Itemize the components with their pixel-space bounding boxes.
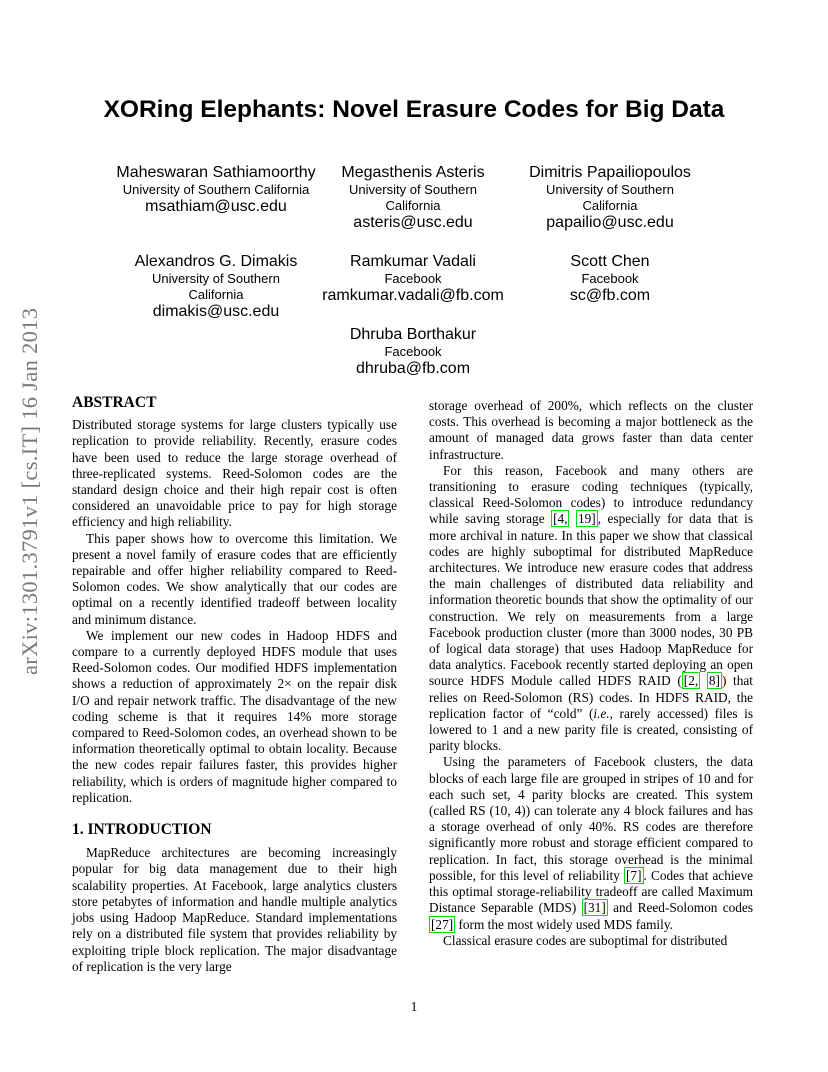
author-email: dhruba@fb.com <box>355 360 471 377</box>
citation-link[interactable]: [31] <box>583 900 606 916</box>
author-block <box>298 164 528 232</box>
author-email: dimakis@usc.edu <box>152 303 280 320</box>
citation-link[interactable]: 8] <box>708 673 720 689</box>
left-column <box>72 395 397 975</box>
paragraph-text: Using the parameters of Facebook clusters, the data blocks of each large file are grouped in stripes of 10 and for each such set, 4 parity blocks are created. This system (called RS (10, 4)) can tolerate any 4 block failures and has a storage overhead of only 40%. RS codes are therefore significantly more robust and storage efficient compared to replication. In fact, this storage overhead is the minimal possible, for this level of reliability <box>429 754 753 883</box>
author-name: Maheswaran Sathiamoorthy <box>116 164 316 181</box>
paragraph-text: form the most widely used MDS family. <box>455 916 673 932</box>
paragraph-text: , rarely accessed) files is lowered to 1 and a new parity file is created, consisting of parity blocks. <box>429 705 753 754</box>
citation-link[interactable]: [7] <box>626 867 642 883</box>
citation-link[interactable]: [4, <box>553 511 568 527</box>
abstract-paragraph: We implement our new codes in Hadoop HDFS and compare to a currently deployed HDFS module that uses Reed-Solomon codes. Our modified HDFS implementation shows a reduction of approximately 2× on the repair disk I/O and repair network traffic. The disadvantage of the new coding scheme is that it requires 14% more storage compared to Reed-Solomon codes, an overhead shown to be information theoretically optimal to obtain locality. Because the new codes repair failures faster, this provides higher reliability, which is orders of magnitude higher compared to replication. <box>72 627 397 805</box>
author-name: Dhruba Borthakur <box>349 326 477 343</box>
paragraph-text: and Reed-Solomon codes <box>607 900 753 916</box>
author-name: Ramkumar Vadali <box>350 253 476 270</box>
citation-link[interactable]: [2, <box>683 673 699 689</box>
author-email: asteris@usc.edu <box>353 214 473 231</box>
author-block <box>298 326 528 378</box>
paragraph-text: . Codes that achieve this optimal storage-reliability tradeoff are called Maximum Distance Separable (MDS) <box>429 867 753 916</box>
intro-paragraph <box>429 463 753 755</box>
intro-paragraph: Classical erasure codes are suboptimal for distributed <box>443 932 728 948</box>
author-affiliation: Facebook <box>581 271 639 286</box>
citation-link[interactable]: 19] <box>577 511 596 527</box>
author-email: sc@fb.com <box>569 287 651 304</box>
author-name: Scott Chen <box>570 253 650 270</box>
abstract-paragraph: Distributed storage systems for large clusters typically use replication to provide reliability. Recently, erasure codes have been used to reduce the large storage overhead of three-replicated systems. Reed-Solomon codes are the standard design choice and their high repair cost is often considered an unavoidable price to pay for high storage efficiency and high reliability. <box>72 417 397 530</box>
paragraph-text: For this reason, Facebook and many others are transitioning to erasure coding techniques (typically, classical Reed-Solomon codes) to introduce redundancy while saving storage <box>429 462 753 527</box>
author-block <box>101 253 331 321</box>
paper-title: XORing Elephants: Novel Erasure Codes for Big Data <box>103 96 725 123</box>
author-affiliation: University of Southern California <box>152 271 280 302</box>
intro-paragraph: MapReduce architectures are becoming increasingly popular for big data management due to their high scalability properties. At Facebook, large analytics clusters store petabytes of information and handle multiple analytics jobs using Hadoop MapReduce. Standard implementations rely on a distributed file system that provides reliability by exploiting triple block replication. The major disadvantage of replication is the very large <box>72 845 397 974</box>
author-affiliation: University of Southern California <box>122 182 310 197</box>
author-name: Alexandros G. Dimakis <box>134 253 298 270</box>
abstract-paragraph: This paper shows how to overcome this limitation. We present a novel family of erasure codes that are efficiently repairable and offer higher reliability compared to Reed-Solomon codes. We show analytically that our codes are optimal on a recently identified tradeoff between locality and minimum distance. <box>72 530 397 627</box>
paragraph-text: ) that relies on Reed-Solomon (RS) codes. In HDFS RAID, the replication factor of “cold” ( <box>429 673 753 721</box>
intro-paragraph <box>429 754 753 932</box>
author-affiliation: Facebook <box>384 271 442 286</box>
author-block <box>495 164 725 232</box>
paragraph-text-italic: i.e. <box>593 705 610 721</box>
intro-paragraph: storage overhead of 200%, which reflects on the cluster costs. This overhead is becoming a major bottleneck as the amount of managed data grows faster than data center infrastructure. <box>429 398 753 462</box>
author-block <box>495 253 725 305</box>
arxiv-identifier-stamp: arXiv:1301.3791v1 [cs.IT] 16 Jan 2013 <box>17 307 42 675</box>
author-block <box>101 164 331 216</box>
page-number: 1 <box>410 999 418 1014</box>
author-email: papailio@usc.edu <box>546 214 674 231</box>
author-email: ramkumar.vadali@fb.com <box>322 287 504 304</box>
author-affiliation: University of Southern California <box>546 182 674 213</box>
author-name: Megasthenis Asteris <box>341 164 485 181</box>
author-name: Dimitris Papailiopoulos <box>529 164 691 181</box>
citation-link[interactable]: [27] <box>431 916 454 932</box>
paragraph-text: , especially for data that is more archival in nature. In this paper we show that classical codes are highly suboptimal for distributed MapReduce architectures. We introduce new erasure codes that address the main challenges of distributed data reliability and information theoretic bounds that show the optimality of our construction. We rely on measurements from a large Facebook production cluster (more than 3000 nodes, 30 PB of logical data storage) that uses Hadoop MapReduce for data analytics. Facebook recently started deploying an open source HDFS Module called HDFS RAID ( <box>429 511 753 689</box>
author-block <box>298 253 528 305</box>
author-affiliation: Facebook <box>384 344 442 359</box>
section-heading-introduction: 1. INTRODUCTION <box>72 821 212 839</box>
author-email: msathiam@usc.edu <box>145 198 287 215</box>
abstract-heading: ABSTRACT <box>72 394 157 411</box>
author-affiliation: University of Southern California <box>349 182 477 213</box>
right-column <box>429 398 753 949</box>
